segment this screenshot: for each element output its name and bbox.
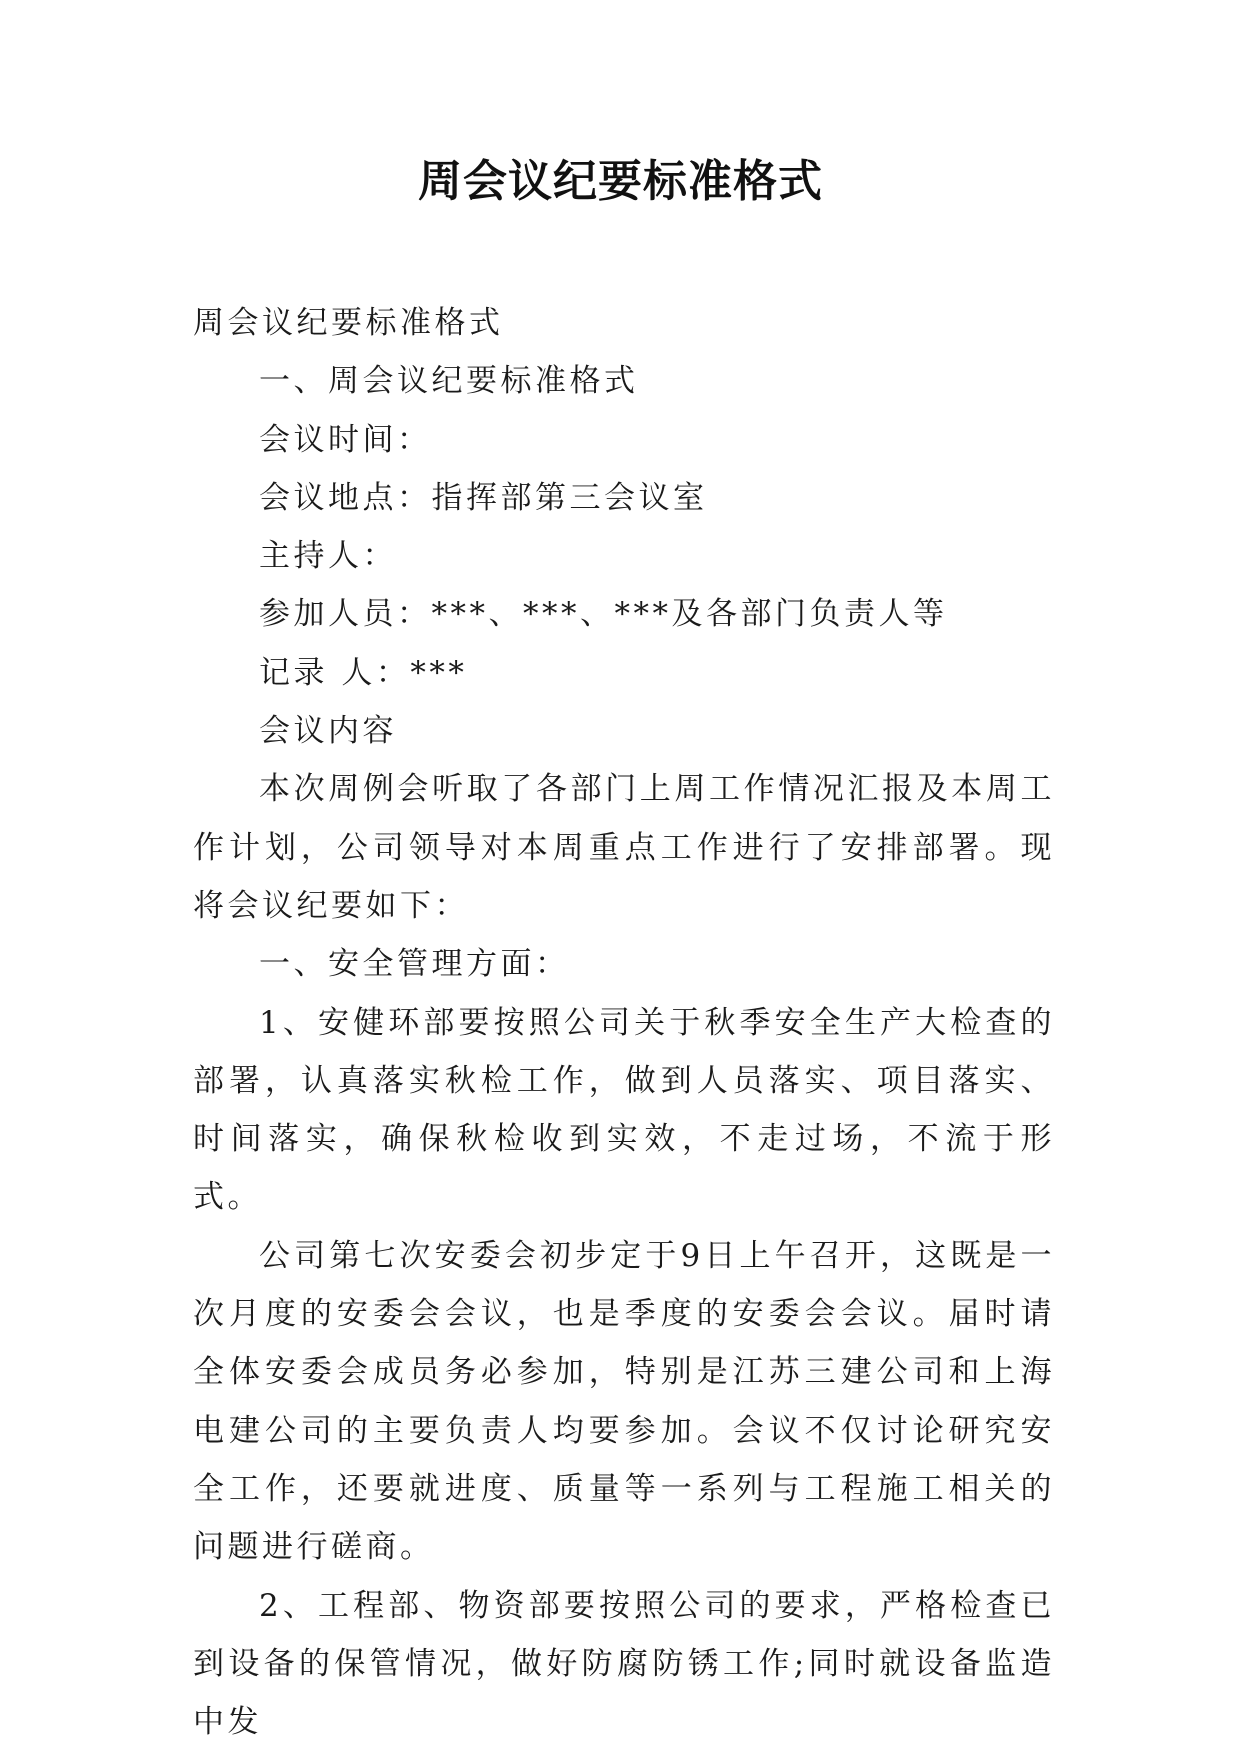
- paragraph-meeting-location: 会议地点：指挥部第三会议室: [259, 479, 708, 516]
- paragraph-recorder: 记录 人：***: [259, 654, 468, 691]
- paragraph-section-one: 一、周会议纪要标准格式: [259, 363, 639, 400]
- paragraph-attendees: 参加人员：***、***、***及各部门负责人等: [259, 596, 948, 633]
- paragraph-meeting-time: 会议时间：: [259, 421, 432, 458]
- paragraph-safety-committee: 公司第七次安委会初步定于9日上午召开，这既是一次月度的安委会会议，也是季度的安委会会议。届时请全体安委会成员务必参加，特别是江苏三建公司和上海电建公司的主要负责人均要参加。会议不仅讨论研究安全工作，还要就进度、质量等一系列与工程施工相关的问题进行磋商。: [193, 1237, 1055, 1566]
- paragraph-intro: 本次周例会听取了各部门上周工作情况汇报及本周工作计划，公司领导对本周重点工作进行了安排部署。现将会议纪要如下：: [193, 771, 1055, 924]
- paragraph-item-1: 1、安健环部要按照公司关于秋季安全生产大检查的部署，认真落实秋检工作，做到人员落实、项目落实、时间落实，确保秋检收到实效，不走过场，不流于形式。: [193, 1004, 1055, 1216]
- paragraph-meeting-content: 会议内容: [259, 713, 397, 750]
- paragraph-item-2: 2、工程部、物资部要按照公司的要求，严格检查已到设备的保管情况，做好防腐防锈工作;同时就设备监造中发: [193, 1587, 1055, 1741]
- document-title: 周会议纪要标准格式: [418, 156, 823, 207]
- paragraph-heading: 周会议纪要标准格式: [193, 305, 504, 341]
- paragraph-safety-heading: 一、安全管理方面：: [259, 946, 570, 983]
- paragraph-host: 主持人：: [259, 538, 397, 575]
- document-body: [193, 294, 1055, 1751]
